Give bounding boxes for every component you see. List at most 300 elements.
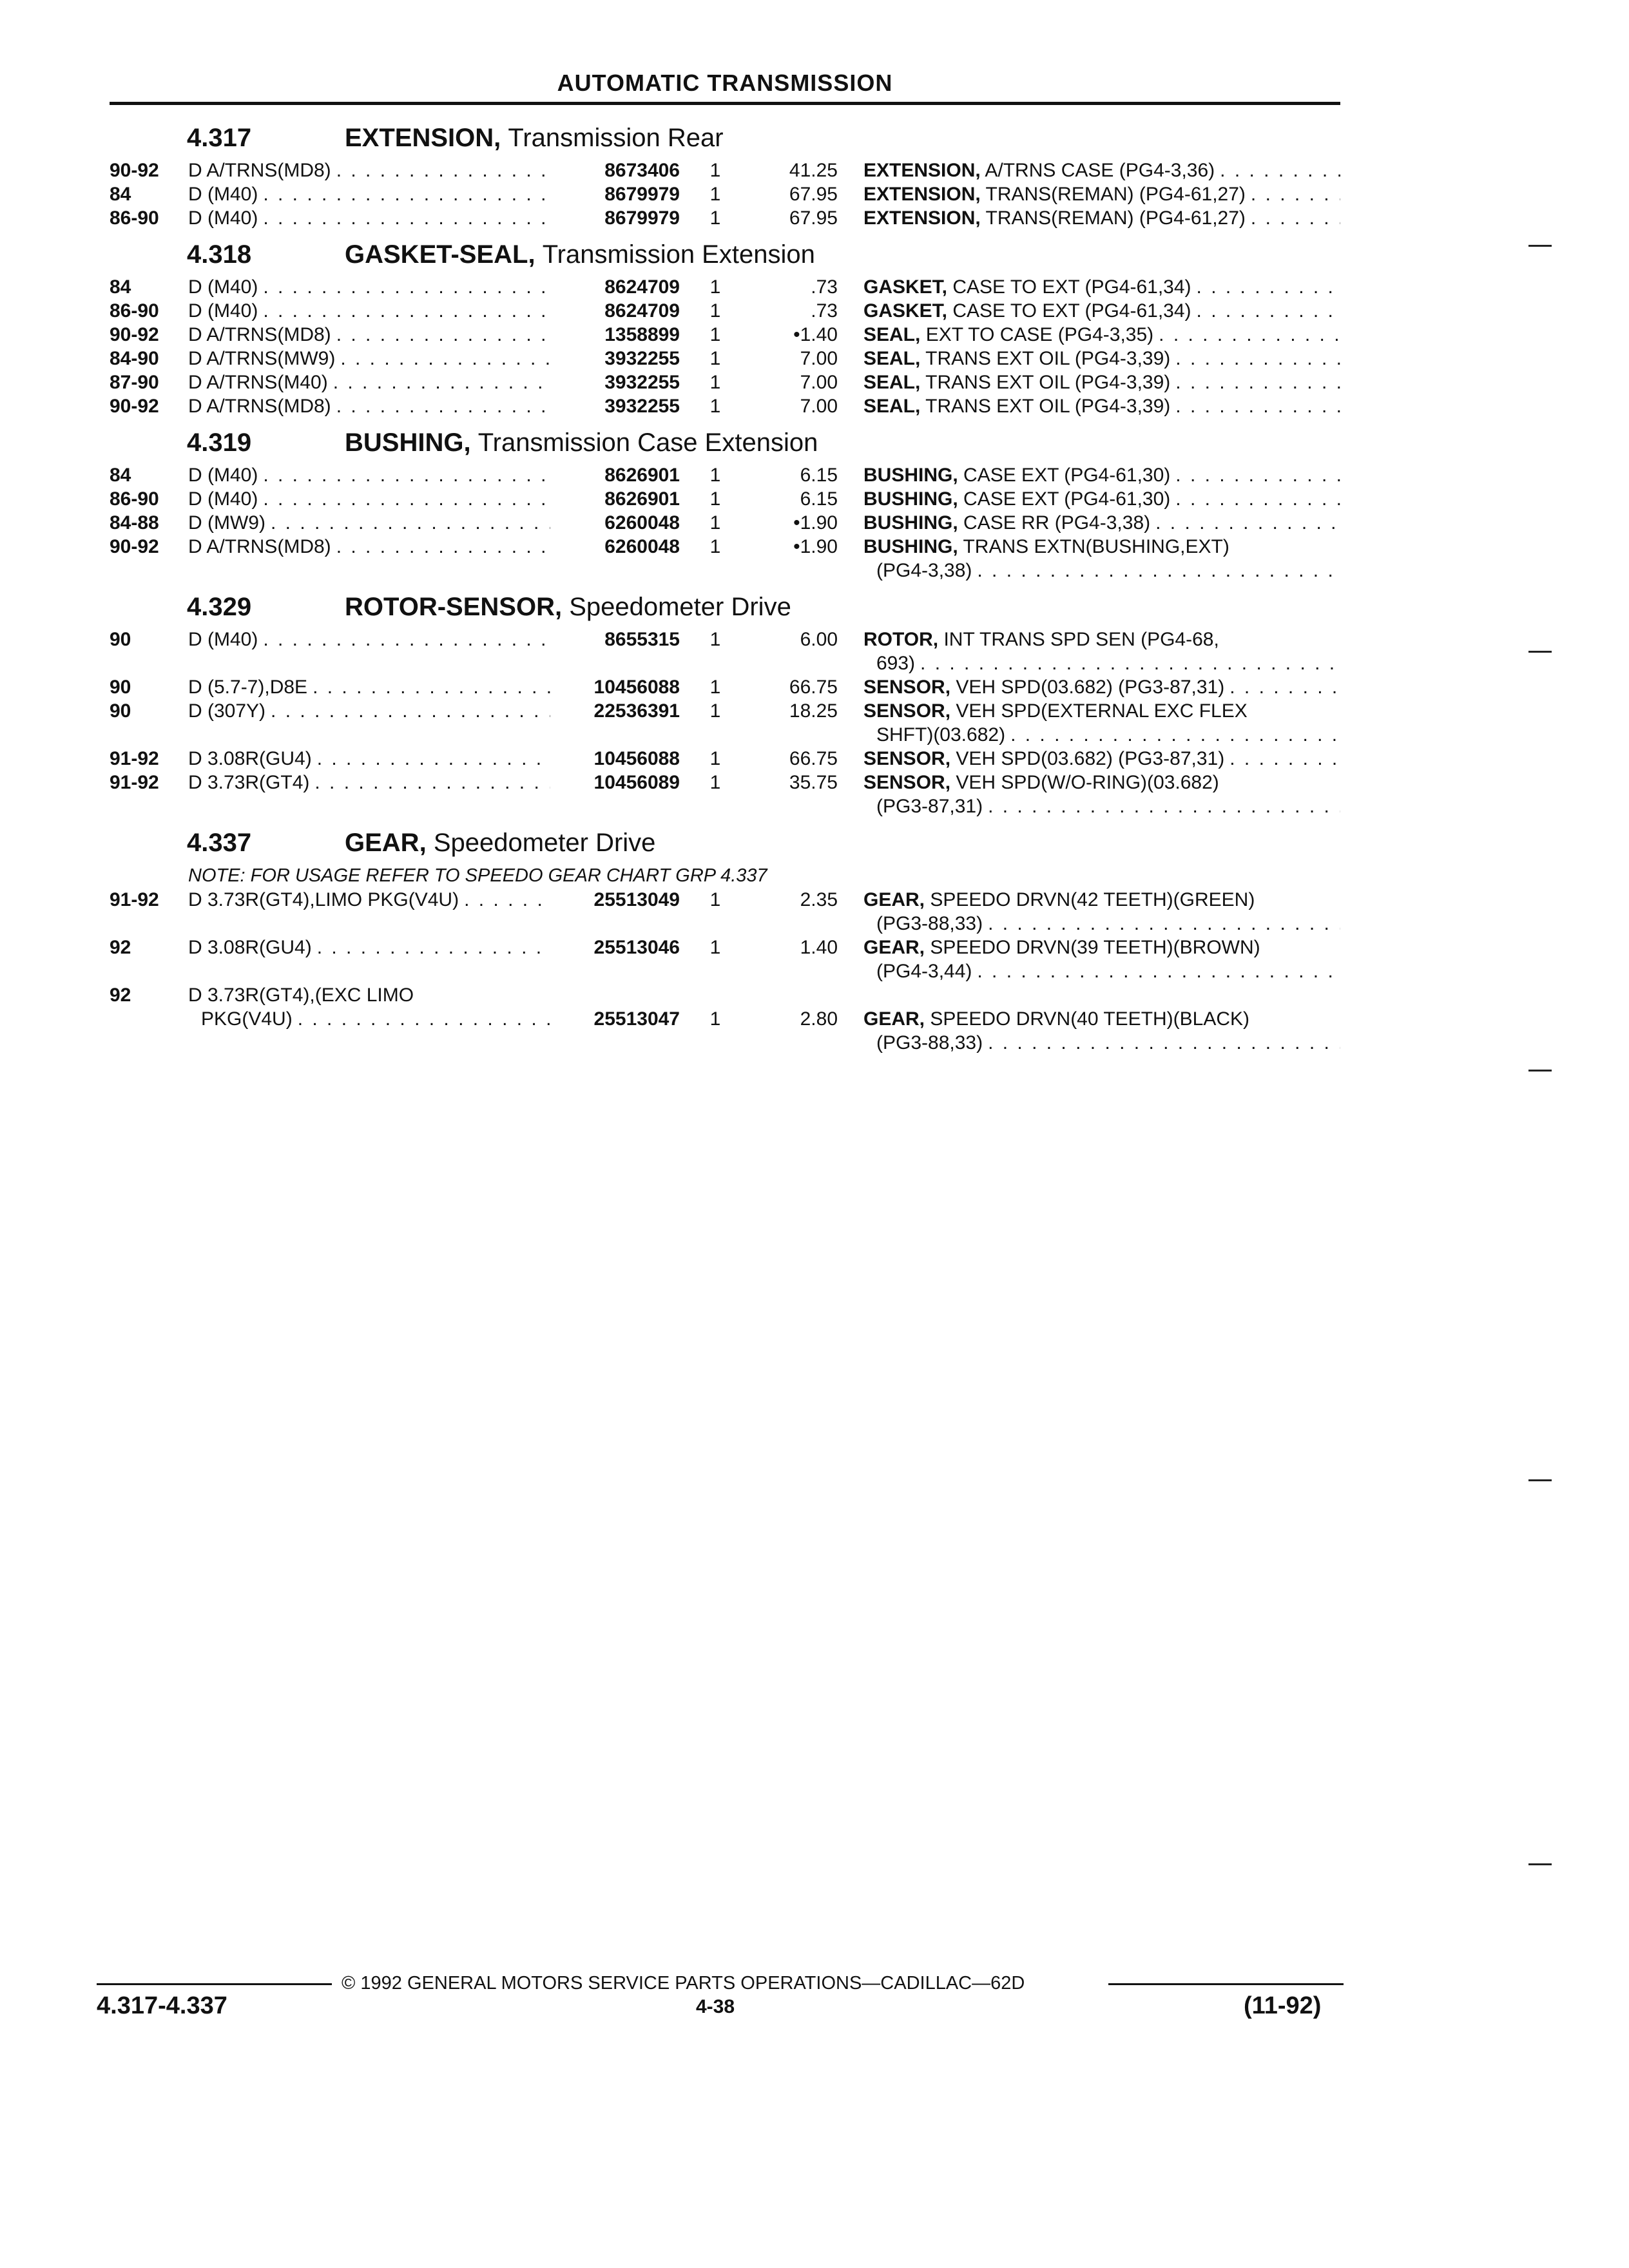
dot-leader (1175, 463, 1340, 487)
usage-text: D A/TRNS(MD8) (188, 536, 331, 557)
usage-leader (188, 1007, 555, 1031)
description-noun: GEAR, (863, 1008, 925, 1030)
model-years: 92 (110, 937, 131, 958)
quantity: 1 (709, 629, 721, 650)
group-title (345, 428, 818, 457)
description-cont: (PG3-87,31) (876, 796, 983, 817)
table-row (110, 463, 1340, 487)
part-number: 3932255 (604, 348, 680, 369)
description-cell (863, 347, 1340, 370)
model-years: 84 (110, 465, 131, 486)
description (863, 182, 1246, 206)
description-line (863, 699, 1340, 723)
quantity: 1 (709, 396, 721, 417)
dot-leader (1229, 675, 1340, 699)
description-detail: VEH SPD(03.682) (PG3-87,31) (956, 748, 1225, 769)
quantity: 1 (709, 324, 721, 345)
dot-leader (1197, 299, 1340, 323)
description-cont-line (863, 1031, 1340, 1055)
description (863, 463, 1170, 487)
description (863, 347, 1170, 370)
usage-note: NOTE: FOR USAGE REFER TO SPEEDO GEAR CHART GRP 4.337 (188, 865, 767, 886)
group-title-main: EXTENSION, (345, 124, 501, 152)
quantity: 1 (709, 160, 721, 181)
usage-text-cont: PKG(V4U) (201, 1008, 293, 1030)
usage-leader (188, 771, 555, 794)
dot-leader (263, 206, 550, 230)
description (863, 206, 1246, 230)
table-row (110, 347, 1340, 370)
usage-text: D (M40) (188, 629, 258, 650)
description-noun: GASKET, (863, 276, 948, 298)
table-row (110, 182, 1340, 206)
usage-leader (188, 487, 555, 511)
description (863, 936, 1260, 959)
description-line (863, 675, 1340, 699)
usage-text: D A/TRNS(MD8) (188, 324, 331, 345)
group-title (345, 593, 791, 622)
description (863, 888, 1255, 912)
margin-tick (1528, 1479, 1552, 1481)
parts-listing (110, 122, 1340, 1053)
usage-leader (188, 511, 555, 535)
group-title-sub: Transmission Rear (508, 124, 724, 152)
usage-text: D 3.73R(GT4),LIMO PKG(V4U) (188, 889, 459, 910)
group-title (345, 124, 724, 153)
description-detail: VEH SPD(EXTERNAL EXC FLEX (956, 700, 1248, 722)
dot-leader (1197, 275, 1340, 299)
dot-leader (1220, 159, 1340, 182)
price: 66.75 (789, 677, 838, 698)
group-number: 4.317 (187, 124, 252, 152)
description-cell (863, 936, 1340, 983)
description-cont-line (863, 651, 1340, 675)
dot-leader (988, 794, 1340, 818)
model-years: 86-90 (110, 300, 159, 322)
description-line (863, 628, 1340, 651)
description-detail: SPEEDO DRVN(40 TEETH)(BLACK) (930, 1008, 1250, 1030)
dot-leader (977, 959, 1340, 983)
dot-leader (340, 347, 550, 370)
description-detail: INT TRANS SPD SEN (PG4-68, (943, 629, 1219, 650)
usage-leader (188, 206, 555, 230)
usage-text: D A/TRNS(MD8) (188, 160, 331, 181)
description-noun: EXTENSION, (863, 184, 981, 205)
table-row (110, 275, 1340, 299)
price: 67.95 (789, 207, 838, 229)
description-detail: A/TRNS CASE (PG4-3,36) (985, 160, 1215, 181)
description-line (863, 936, 1340, 959)
usage-leader (188, 299, 555, 323)
usage-leader (188, 628, 555, 651)
dot-leader (317, 747, 550, 771)
description-cell (863, 275, 1340, 299)
dot-leader (336, 535, 550, 559)
table-row (110, 888, 1340, 936)
description (863, 394, 1170, 418)
description-cont-line (863, 959, 1340, 983)
model-years: 90 (110, 700, 131, 722)
dot-leader (920, 651, 1340, 675)
price: 2.35 (800, 889, 838, 910)
price: 6.00 (800, 629, 838, 650)
price: 66.75 (789, 748, 838, 769)
description-cont: (PG4-3,44) (876, 961, 972, 982)
description-line (863, 888, 1340, 912)
part-number: 10456088 (593, 748, 680, 769)
table-row (110, 747, 1340, 771)
description-cell (863, 511, 1340, 535)
quantity: 1 (709, 488, 721, 510)
description-cont: (PG3-88,33) (876, 913, 983, 934)
description-detail: SPEEDO DRVN(39 TEETH)(BROWN) (930, 937, 1260, 958)
description-detail: CASE TO EXT (PG4-61,34) (952, 276, 1191, 298)
usage-leader (188, 936, 555, 959)
dot-leader (1010, 723, 1340, 747)
dot-leader (263, 628, 550, 651)
dot-leader (263, 463, 550, 487)
group-spacer (110, 418, 1340, 427)
description-line (863, 299, 1340, 323)
description-detail: TRANS EXTN(BUSHING,EXT) (963, 536, 1229, 557)
price: •1.90 (793, 536, 838, 557)
description-cell (863, 535, 1340, 582)
usage-leader (188, 394, 555, 418)
usage-text: D (5.7-7),D8E (188, 677, 308, 698)
description (863, 771, 1219, 794)
group-number: 4.329 (187, 593, 252, 621)
description-detail: TRANS(REMAN) (PG4-61,27) (985, 184, 1246, 205)
model-years: 91-92 (110, 748, 159, 769)
group-heading (110, 827, 1340, 863)
model-years: 92 (110, 985, 131, 1006)
group-spacer (110, 230, 1340, 239)
price: 41.25 (789, 160, 838, 181)
usage-text: D (M40) (188, 488, 258, 510)
table-row (110, 511, 1340, 535)
description-cell (863, 628, 1340, 675)
description (863, 487, 1170, 511)
dot-leader (464, 888, 550, 912)
description-noun: GEAR, (863, 889, 925, 910)
usage-text: D (307Y) (188, 700, 266, 722)
description (863, 699, 1248, 723)
description-cell (863, 487, 1340, 511)
description (863, 747, 1224, 771)
usage-leader (188, 747, 555, 771)
description-cell (863, 394, 1340, 418)
description-detail: VEH SPD(W/O-RING)(03.682) (956, 772, 1219, 793)
dot-leader (298, 1007, 550, 1031)
model-years: 86-90 (110, 488, 159, 510)
dot-leader (1229, 747, 1340, 771)
description-detail: CASE RR (PG4-3,38) (963, 512, 1151, 533)
description-noun: SEAL, (863, 372, 921, 393)
part-number: 8624709 (604, 276, 680, 298)
group-heading (110, 427, 1340, 463)
description-cell (863, 699, 1340, 747)
group-number: 4.318 (187, 240, 252, 269)
description-cont-line (863, 794, 1340, 818)
model-years: 90-92 (110, 160, 159, 181)
dot-leader (1175, 394, 1340, 418)
part-number: 25513046 (593, 937, 680, 958)
usage-text: D (M40) (188, 184, 258, 205)
description-detail: EXT TO CASE (PG4-3,35) (925, 324, 1154, 345)
quantity: 1 (709, 700, 721, 722)
group-title (345, 829, 655, 858)
part-number: 8626901 (604, 488, 680, 510)
usage-leader (188, 275, 555, 299)
description-cell (863, 159, 1340, 182)
price: 7.00 (800, 396, 838, 417)
revision-date: (11-92) (1244, 1992, 1322, 2019)
table-row (110, 535, 1340, 582)
description-cell (863, 182, 1340, 206)
part-number: 1358899 (604, 324, 680, 345)
description-line (863, 370, 1340, 394)
description-line (863, 394, 1340, 418)
description (863, 323, 1153, 347)
price: 6.15 (800, 465, 838, 486)
dot-leader (1251, 206, 1340, 230)
dot-leader (314, 771, 550, 794)
group-number: 4.337 (187, 829, 252, 857)
description-noun: BUSHING, (863, 465, 958, 486)
description-line (863, 275, 1340, 299)
price: 18.25 (789, 700, 838, 722)
description-noun: SENSOR, (863, 772, 951, 793)
margin-tick (1528, 245, 1552, 247)
description (863, 370, 1170, 394)
table-row (110, 699, 1340, 747)
dot-leader (988, 1031, 1340, 1055)
usage-leader (188, 347, 555, 370)
model-years: 90-92 (110, 324, 159, 345)
group-title-main: BUSHING, (345, 428, 471, 457)
quantity: 1 (709, 1008, 721, 1030)
description-noun: BUSHING, (863, 488, 958, 510)
description-line (863, 182, 1340, 206)
description-detail: TRANS EXT OIL (PG4-3,39) (925, 348, 1171, 369)
part-number: 3932255 (604, 372, 680, 393)
table-row (110, 370, 1340, 394)
quantity: 1 (709, 465, 721, 486)
dot-leader (271, 699, 550, 723)
price: 6.15 (800, 488, 838, 510)
dot-leader (336, 159, 550, 182)
usage-text: D (M40) (188, 276, 258, 298)
part-number: 6260048 (604, 512, 680, 533)
usage-text: D (M40) (188, 465, 258, 486)
usage-leader (188, 370, 555, 394)
description-cont: (PG4-3,38) (876, 560, 972, 581)
price: .73 (811, 276, 838, 298)
description-line (863, 323, 1340, 347)
usage-leader (188, 535, 555, 559)
usage-leader (188, 888, 555, 912)
description-noun: SENSOR, (863, 677, 951, 698)
description-detail: TRANS EXT OIL (PG4-3,39) (925, 396, 1171, 417)
table-row (110, 983, 1340, 1053)
part-number: 8679979 (604, 207, 680, 229)
table-row (110, 487, 1340, 511)
description-cell (863, 888, 1340, 936)
dot-leader (988, 912, 1340, 936)
table-row (110, 299, 1340, 323)
description-cell (863, 675, 1340, 699)
part-number: 8673406 (604, 160, 680, 181)
part-number: 6260048 (604, 536, 680, 557)
part-number: 10456089 (593, 772, 680, 793)
group-heading (110, 591, 1340, 628)
description-line (863, 206, 1340, 230)
page-number: 4-38 (695, 1996, 735, 2017)
quantity: 1 (709, 372, 721, 393)
copyright-line: © 1992 GENERAL MOTORS SERVICE PARTS OPERATIONS—CADILLAC—62D (342, 1973, 1025, 1994)
description-noun: BUSHING, (863, 512, 958, 533)
dot-leader (263, 299, 550, 323)
part-number: 8626901 (604, 465, 680, 486)
model-years: 84-90 (110, 348, 159, 369)
usage-leader (188, 699, 555, 723)
model-years: 91-92 (110, 889, 159, 910)
description-noun: SENSOR, (863, 748, 951, 769)
quantity: 1 (709, 348, 721, 369)
description-line (863, 1007, 1340, 1031)
model-years: 90 (110, 677, 131, 698)
usage-text: D 3.08R(GU4) (188, 937, 312, 958)
usage-text: D (M40) (188, 207, 258, 229)
usage-text: D A/TRNS(MW9) (188, 348, 336, 369)
usage-leader (188, 159, 555, 182)
dot-leader (336, 394, 550, 418)
dot-leader (271, 511, 550, 535)
description-detail: CASE TO EXT (PG4-61,34) (952, 300, 1191, 322)
group-spacer (110, 582, 1340, 591)
description (863, 535, 1229, 559)
quantity: 1 (709, 889, 721, 910)
margin-tick (1528, 651, 1552, 653)
description-detail: CASE EXT (PG4-61,30) (963, 465, 1171, 486)
price: 35.75 (789, 772, 838, 793)
description-noun: EXTENSION, (863, 207, 981, 229)
group-title-sub: Speedometer Drive (569, 593, 791, 621)
price: 1.40 (800, 937, 838, 958)
model-years: 87-90 (110, 372, 159, 393)
dot-leader (1155, 511, 1340, 535)
page-title: AUTOMATIC TRANSMISSION (110, 70, 1340, 105)
description-cont: 693) (876, 653, 916, 674)
part-number: 8679979 (604, 184, 680, 205)
usage-text: D (M40) (188, 300, 258, 322)
description-cont-line (863, 912, 1340, 936)
description-line (863, 463, 1340, 487)
footer-rule-left (97, 1983, 332, 1985)
description-line (863, 747, 1340, 771)
dot-leader (977, 559, 1340, 582)
description-noun: SEAL, (863, 324, 921, 345)
description-detail: TRANS(REMAN) (PG4-61,27) (985, 207, 1246, 229)
usage-text: D A/TRNS(MD8) (188, 396, 331, 417)
usage-leader (188, 323, 555, 347)
model-years: 91-92 (110, 772, 159, 793)
margin-tick (1528, 1863, 1552, 1865)
model-years: 84 (110, 184, 131, 205)
description-line (863, 347, 1340, 370)
dot-leader (1159, 323, 1340, 347)
group-title-main: GASKET-SEAL, (345, 240, 535, 269)
group-range: 4.317-4.337 (97, 1992, 227, 2019)
dot-leader (1175, 347, 1340, 370)
group-heading (110, 122, 1340, 159)
quantity: 1 (709, 300, 721, 322)
usage-text: D 3.08R(GU4) (188, 748, 312, 769)
description-detail: CASE EXT (PG4-61,30) (963, 488, 1171, 510)
price: •1.40 (793, 324, 838, 345)
table-row (110, 159, 1340, 182)
description-noun: GASKET, (863, 300, 948, 322)
description-noun: SEAL, (863, 348, 921, 369)
description-noun: ROTOR, (863, 629, 939, 650)
description-cell (863, 370, 1340, 394)
usage-leader (188, 463, 555, 487)
usage-text: D 3.73R(GT4) (188, 772, 310, 793)
table-row (110, 628, 1340, 675)
dot-leader (1175, 370, 1340, 394)
usage-text: D 3.73R(GT4),(EXC LIMO (188, 985, 414, 1006)
description (863, 159, 1215, 182)
model-years: 90 (110, 629, 131, 650)
description-noun: EXTENSION, (863, 160, 981, 181)
table-row (110, 771, 1340, 818)
group-title-main: GEAR, (345, 829, 427, 857)
dot-leader (1175, 487, 1340, 511)
description-cell (863, 299, 1340, 323)
part-number: 22536391 (593, 700, 680, 722)
description (863, 675, 1224, 699)
description-detail: SPEEDO DRVN(42 TEETH)(GREEN) (930, 889, 1255, 910)
dot-leader (263, 275, 550, 299)
description-cont-line (863, 723, 1340, 747)
description-noun: BUSHING, (863, 536, 958, 557)
quantity: 1 (709, 276, 721, 298)
price: 7.00 (800, 372, 838, 393)
description-noun: SEAL, (863, 396, 921, 417)
quantity: 1 (709, 184, 721, 205)
group-heading (110, 239, 1340, 275)
table-row (110, 323, 1340, 347)
quantity: 1 (709, 536, 721, 557)
quantity: 1 (709, 748, 721, 769)
part-number: 8655315 (604, 629, 680, 650)
description-cont: (PG3-88,33) (876, 1032, 983, 1053)
description-cont-line (863, 559, 1340, 582)
description-line (863, 535, 1340, 559)
description-line (863, 159, 1340, 182)
group-title-sub: Transmission Case Extension (477, 428, 818, 457)
dot-leader (263, 487, 550, 511)
part-number: 3932255 (604, 396, 680, 417)
quantity: 1 (709, 512, 721, 533)
description (863, 275, 1191, 299)
price: .73 (811, 300, 838, 322)
quantity: 1 (709, 207, 721, 229)
part-number: 25513047 (593, 1008, 680, 1030)
description (863, 1007, 1249, 1031)
dot-leader (1251, 182, 1340, 206)
group-title-sub: Speedometer Drive (433, 829, 656, 857)
